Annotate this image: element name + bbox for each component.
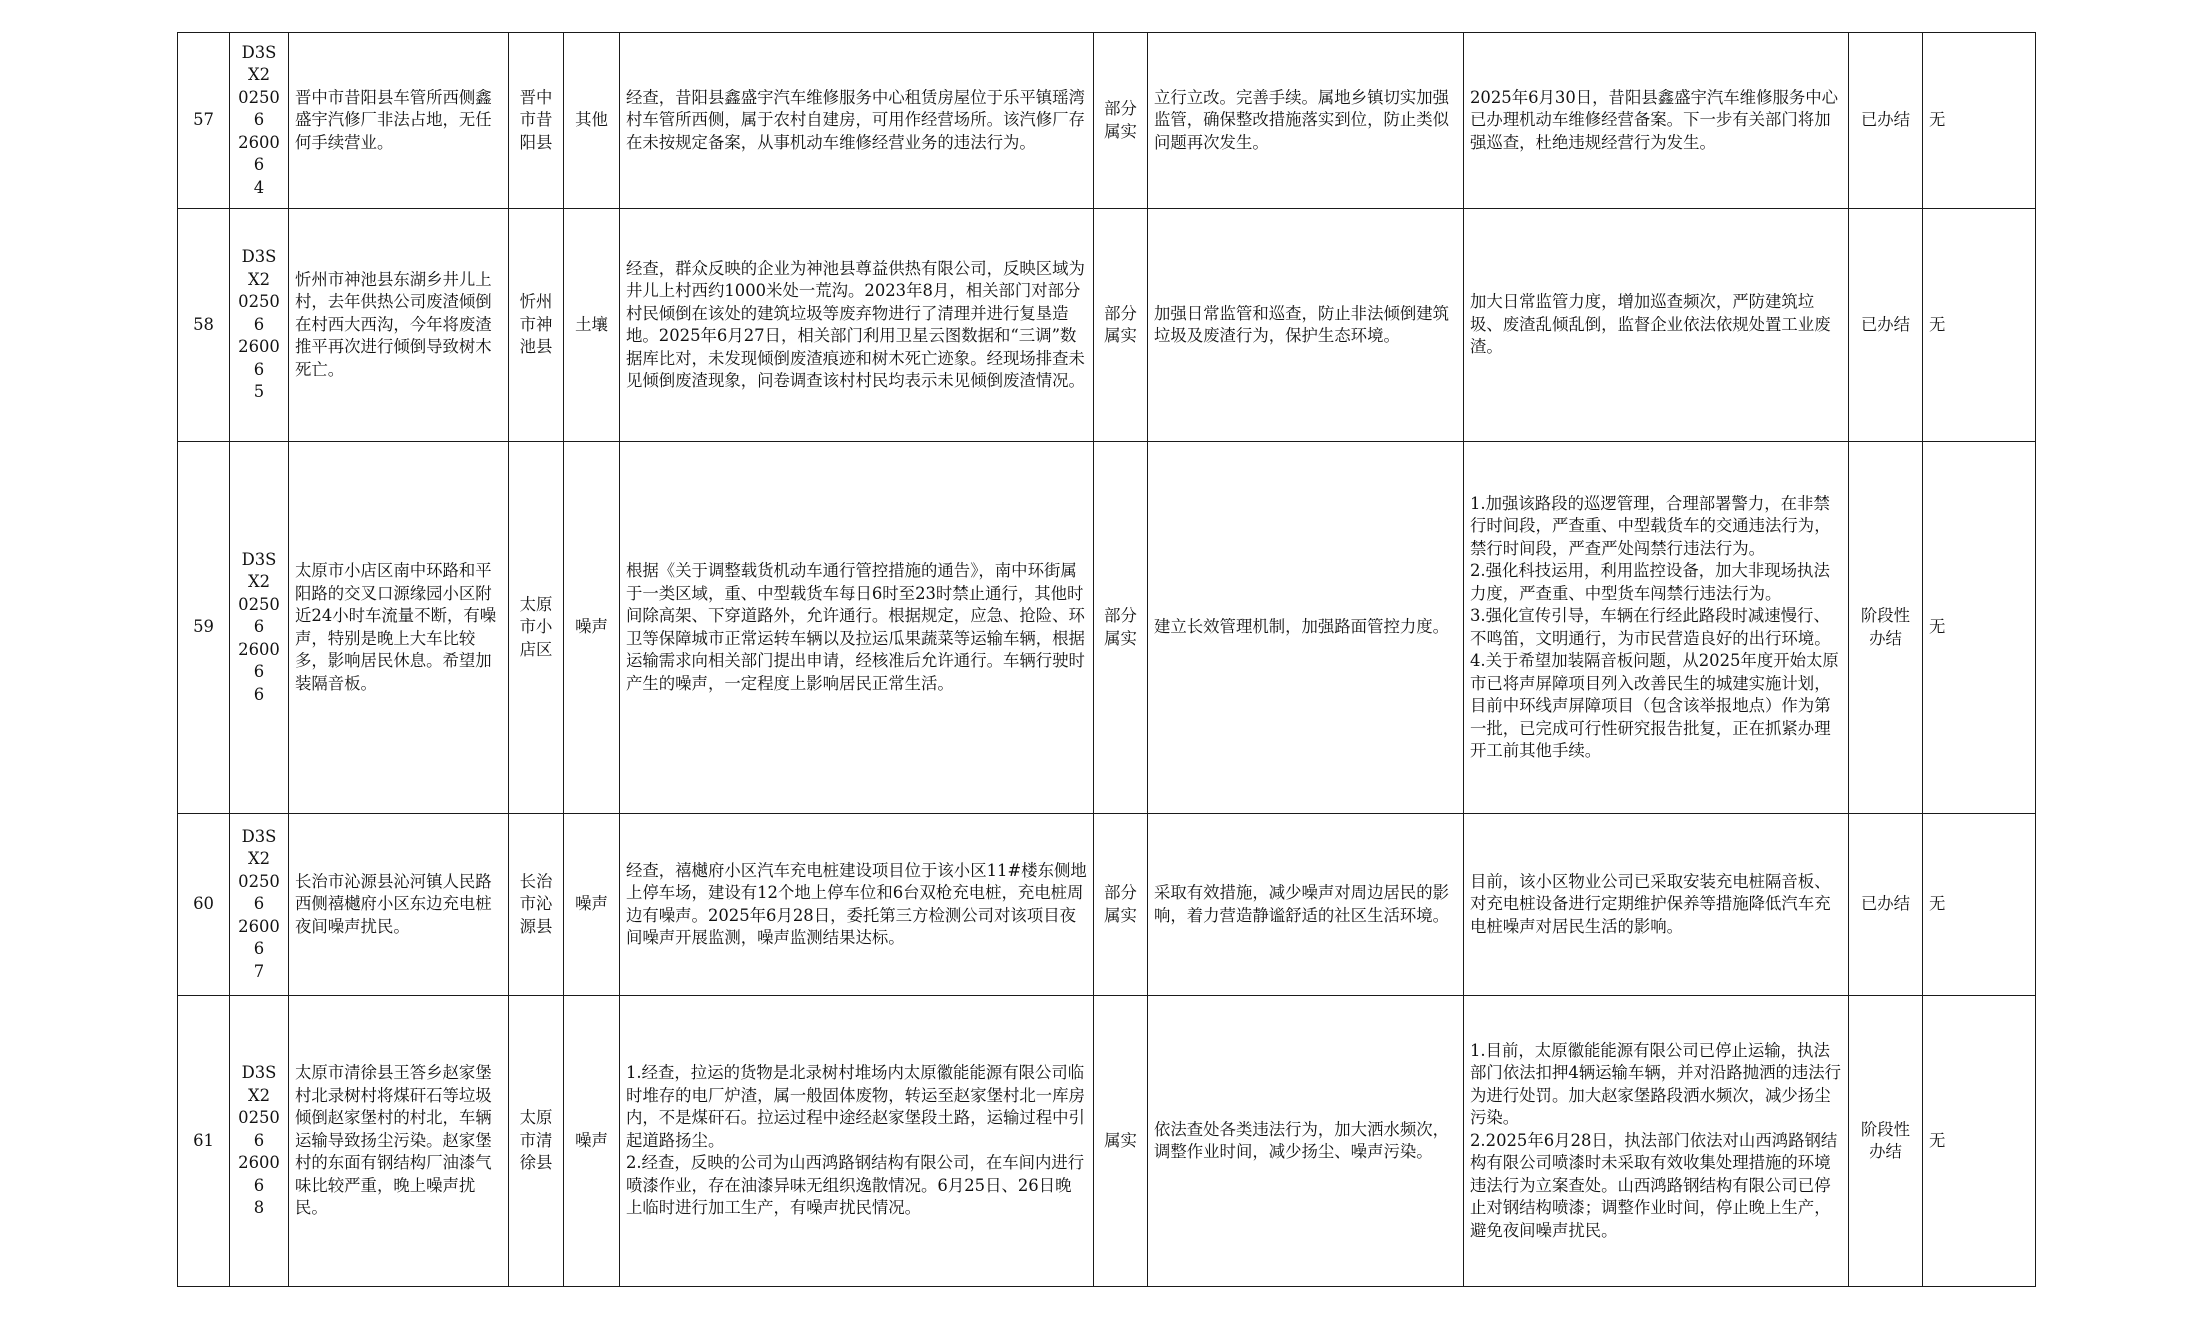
- seq-text: 60: [193, 894, 214, 914]
- measures-cell: [1148, 442, 1464, 814]
- region-cell: [509, 33, 564, 209]
- content-cell: [289, 814, 509, 996]
- findings-cell: [620, 814, 1094, 996]
- verified-text: 属实: [1104, 1130, 1137, 1150]
- code-cell: [230, 996, 289, 1287]
- region-cell: [509, 814, 564, 996]
- measures-text: 立行立改。完善手续。属地乡镇切实加强监管，确保整改措施落实到位，防止类似问题再次发生。: [1154, 87, 1450, 152]
- verified-text: 部分 属实: [1104, 99, 1137, 141]
- measures-cell: [1148, 996, 1464, 1287]
- category-text: 噪声: [575, 1130, 608, 1150]
- findings-text: 经查，禧樾府小区汽车充电桩建设项目位于该小区11#楼东侧地上停车场，建设有12个地上停车位和6台双枪充电桩，充电桩周边有噪声。2025年6月28日，委托第三方检测公司对该项目夜间噪声开展监测，噪声监测结果达标。: [626, 860, 1087, 947]
- content-text: 忻州市神池县东湖乡井儿上村，去年供热公司废渣倾倒在村西大西沟，今年将废渣推平再次进行倾倒导致树木死亡。: [295, 269, 492, 379]
- measures-cell: [1148, 33, 1464, 209]
- code-cell: [230, 814, 289, 996]
- seq-text: 61: [193, 1130, 214, 1150]
- status-cell: [1849, 33, 1923, 209]
- progress-text: 加大日常监管力度，增加巡查频次，严防建筑垃圾、废渣乱倾乱倒，监督企业依法依规处置工业废渣。: [1470, 292, 1831, 357]
- content-text: 太原市清徐县王答乡赵家堡村北录树村将煤矸石等垃圾倾倒赵家堡村的村北，车辆运输导致扬尘污染。赵家堡村的东面有钢结构厂油漆气味比较严重，晚上噪声扰民。: [295, 1063, 492, 1218]
- findings-text: 经查，群众反映的企业为神池县尊益供热有限公司，反映区域为井儿上村西约1000米处一荒沟。2023年8月，相关部门对部分村民倾倒在该处的建筑垃圾等废弃物进行了清理并进行复垦造地。2025年6月27日，相关部门利用卫星云图数据和“三调”数据库比对，未发现倾倒废渣痕迹和树木死亡迹象。经现场排查未见倾倒废渣现象，问卷调查该村村民均表示未见倾倒废渣情况。: [626, 258, 1085, 390]
- status-text: 阶段性 办结: [1860, 1119, 1911, 1161]
- code-cell: [230, 209, 289, 442]
- seq-cell: [178, 33, 230, 209]
- progress-text: 1.加强该路段的巡逻管理，合理部署警力，在非禁行时间段，严查重、中型载货车的交通违法行为，禁行时间段，严查严处闯禁行违法行为。 2.强化科技运用，利用监控设备，加大非现场执法力度，严查重、中型货车闯禁行违法行为。 3.强化宣传引导，车辆在行经此路段时减速慢行、不鸣笛，文明通行，为市民营造良好的出行环境。 4.关于希望加装隔音板问题，从2025年度开始太原市已将声屏障项目列入改善民生的城建实施计划，目前中环线声屏障项目（包含该举报地点）作为第一批，已完成可行性研究报告批复，正在抓紧办理开工前其他手续。: [1470, 493, 1839, 760]
- status-text: 阶段性 办结: [1860, 606, 1911, 648]
- verified-cell: [1094, 33, 1148, 209]
- seq-text: 59: [193, 617, 214, 637]
- verified-cell: [1094, 814, 1148, 996]
- category-cell: [564, 996, 620, 1287]
- table-row: [178, 442, 2036, 814]
- progress-cell: [1464, 814, 1849, 996]
- seq-cell: [178, 814, 230, 996]
- findings-text: 经查，昔阳县鑫盛宇汽车维修服务中心租赁房屋位于乐平镇瑶湾村车管所西侧，属于农村自建房，可用作经营场所。该汽修厂存在未按规定备案，从事机动车维修经营业务的违法行为。: [626, 87, 1085, 152]
- progress-text: 2025年6月30日，昔阳县鑫盛宇汽车维修服务中心已办理机动车维修经营备案。下一步有关部门将加强巡查，杜绝违规经营行为发生。: [1470, 87, 1839, 152]
- category-text: 噪声: [575, 617, 608, 637]
- code-text: D3SX2 02506 26006 8: [238, 1063, 280, 1218]
- accountability-text: 无: [1929, 617, 1946, 637]
- table-row: [178, 814, 2036, 996]
- content-cell: [289, 33, 509, 209]
- progress-cell: [1464, 33, 1849, 209]
- region-text: 太原 市小 店区: [519, 594, 553, 659]
- progress-cell: [1464, 996, 1849, 1287]
- region-text: 忻州 市神 池县: [519, 292, 553, 357]
- verified-text: 部分 属实: [1104, 303, 1137, 345]
- category-cell: [564, 442, 620, 814]
- progress-cell: [1464, 209, 1849, 442]
- region-cell: [509, 996, 564, 1287]
- accountability-cell: [1923, 442, 2036, 814]
- status-text: 已办结: [1860, 894, 1911, 914]
- category-text: 其他: [575, 110, 608, 130]
- category-text: 噪声: [575, 894, 608, 914]
- category-text: 土壤: [575, 314, 608, 334]
- status-cell: [1849, 209, 1923, 442]
- content-text: 长治市沁源县沁河镇人民路西侧禧樾府小区东边充电桩夜间噪声扰民。: [295, 871, 492, 936]
- region-text: 长治 市沁 源县: [519, 871, 553, 936]
- content-text: 晋中市昔阳县车管所西侧鑫盛宇汽修厂非法占地，无任何手续营业。: [295, 87, 492, 152]
- seq-text: 57: [193, 110, 214, 130]
- accountability-text: 无: [1929, 1130, 1946, 1150]
- seq-cell: [178, 209, 230, 442]
- content-cell: [289, 442, 509, 814]
- measures-text: 建立长效管理机制，加强路面管控力度。: [1154, 617, 1450, 637]
- code-text: D3SX2 02506 26006 4: [238, 42, 280, 197]
- content-text: 太原市小店区南中环路和平阳路的交叉口源缘园小区附近24小时车流量不断，有噪声，特别是晚上大车比较多，影响居民休息。希望加装隔音板。: [295, 561, 497, 693]
- code-cell: [230, 33, 289, 209]
- code-cell: [230, 442, 289, 814]
- seq-text: 58: [193, 314, 214, 334]
- status-cell: [1849, 814, 1923, 996]
- progress-text: 1.目前，太原徽能能源有限公司已停止运输，执法部门依法扣押4辆运输车辆，并对沿路抛洒的违法行为进行处罚。加大赵家堡路段洒水频次，减少扬尘污染。 2.2025年6月28日，执法部门依法对山西鸿路钢结构有限公司喷漆时未采取有效收集处理措施的环境违法行为立案查处。山西鸿路钢结构有限公司已停止对钢结构喷漆；调整作业时间，停止晚上生产，避免夜间噪声扰民。: [1470, 1040, 1842, 1240]
- measures-text: 依法查处各类违法行为，加大洒水频次，调整作业时间，减少扬尘、噪声污染。: [1154, 1119, 1450, 1161]
- seq-cell: [178, 442, 230, 814]
- findings-cell: [620, 209, 1094, 442]
- progress-text: 目前，该小区物业公司已采取安装充电桩隔音板、对充电桩设备进行定期维护保养等措施降低汽车充电桩噪声对居民生活的影响。: [1470, 871, 1831, 936]
- findings-text: 根据《关于调整载货机动车通行管控措施的通告》，南中环街属于一类区域，重、中型载货车每日6时至23时禁止通行，其他时间除高架、下穿道路外，允许通行。根据规定，应急、抢险、环卫等保障城市正常运转车辆以及拉运瓜果蔬菜等运输车辆，根据运输需求向相关部门提出申请，经核准后允许通行。车辆行驶时产生的噪声，一定程度上影响居民正常生活。: [626, 561, 1085, 693]
- accountability-cell: [1923, 33, 2036, 209]
- code-text: D3SX2 02506 26006 5: [238, 247, 280, 402]
- verified-text: 部分 属实: [1104, 606, 1137, 648]
- complaint-table: [177, 32, 2036, 1287]
- accountability-text: 无: [1929, 314, 1946, 334]
- findings-text: 1.经查，拉运的货物是北录树村堆场内太原徽能能源有限公司临时堆存的电厂炉渣，属一般固体废物，转运至赵家堡村北一库房内，不是煤矸石。拉运过程中途经赵家堡段土路，运输过程中引起道路扬尘。 2.经查，反映的公司为山西鸿路钢结构有限公司，在车间内进行喷漆作业，存在油漆异味无组织逸散情况。6月25日、26日晚上临时进行加工生产，有噪声扰民情况。: [626, 1063, 1085, 1218]
- status-text: 已办结: [1860, 110, 1911, 130]
- measures-cell: [1148, 209, 1464, 442]
- region-cell: [509, 209, 564, 442]
- verified-text: 部分 属实: [1104, 883, 1137, 925]
- category-cell: [564, 33, 620, 209]
- status-cell: [1849, 996, 1923, 1287]
- verified-cell: [1094, 209, 1148, 442]
- region-cell: [509, 442, 564, 814]
- verified-cell: [1094, 442, 1148, 814]
- accountability-text: 无: [1929, 110, 1946, 130]
- seq-cell: [178, 996, 230, 1287]
- code-text: D3SX2 02506 26006 7: [238, 826, 280, 981]
- region-text: 太原 市清 徐县: [519, 1108, 553, 1173]
- region-text: 晋中 市昔 阳县: [519, 87, 553, 152]
- accountability-text: 无: [1929, 894, 1946, 914]
- status-cell: [1849, 442, 1923, 814]
- measures-text: 加强日常监管和巡查，防止非法倾倒建筑垃圾及废渣行为，保护生态环境。: [1154, 303, 1450, 345]
- accountability-cell: [1923, 814, 2036, 996]
- measures-text: 采取有效措施，减少噪声对周边居民的影响，着力营造静谧舒适的社区生活环境。: [1154, 883, 1450, 925]
- table-row: [178, 33, 2036, 209]
- accountability-cell: [1923, 209, 2036, 442]
- code-text: D3SX2 02506 26006 6: [238, 549, 280, 704]
- accountability-cell: [1923, 996, 2036, 1287]
- category-cell: [564, 209, 620, 442]
- table-row: [178, 209, 2036, 442]
- measures-cell: [1148, 814, 1464, 996]
- verified-cell: [1094, 996, 1148, 1287]
- findings-cell: [620, 442, 1094, 814]
- findings-cell: [620, 33, 1094, 209]
- content-cell: [289, 996, 509, 1287]
- table-row: [178, 996, 2036, 1287]
- content-cell: [289, 209, 509, 442]
- progress-cell: [1464, 442, 1849, 814]
- status-text: 已办结: [1860, 314, 1911, 334]
- findings-cell: [620, 996, 1094, 1287]
- category-cell: [564, 814, 620, 996]
